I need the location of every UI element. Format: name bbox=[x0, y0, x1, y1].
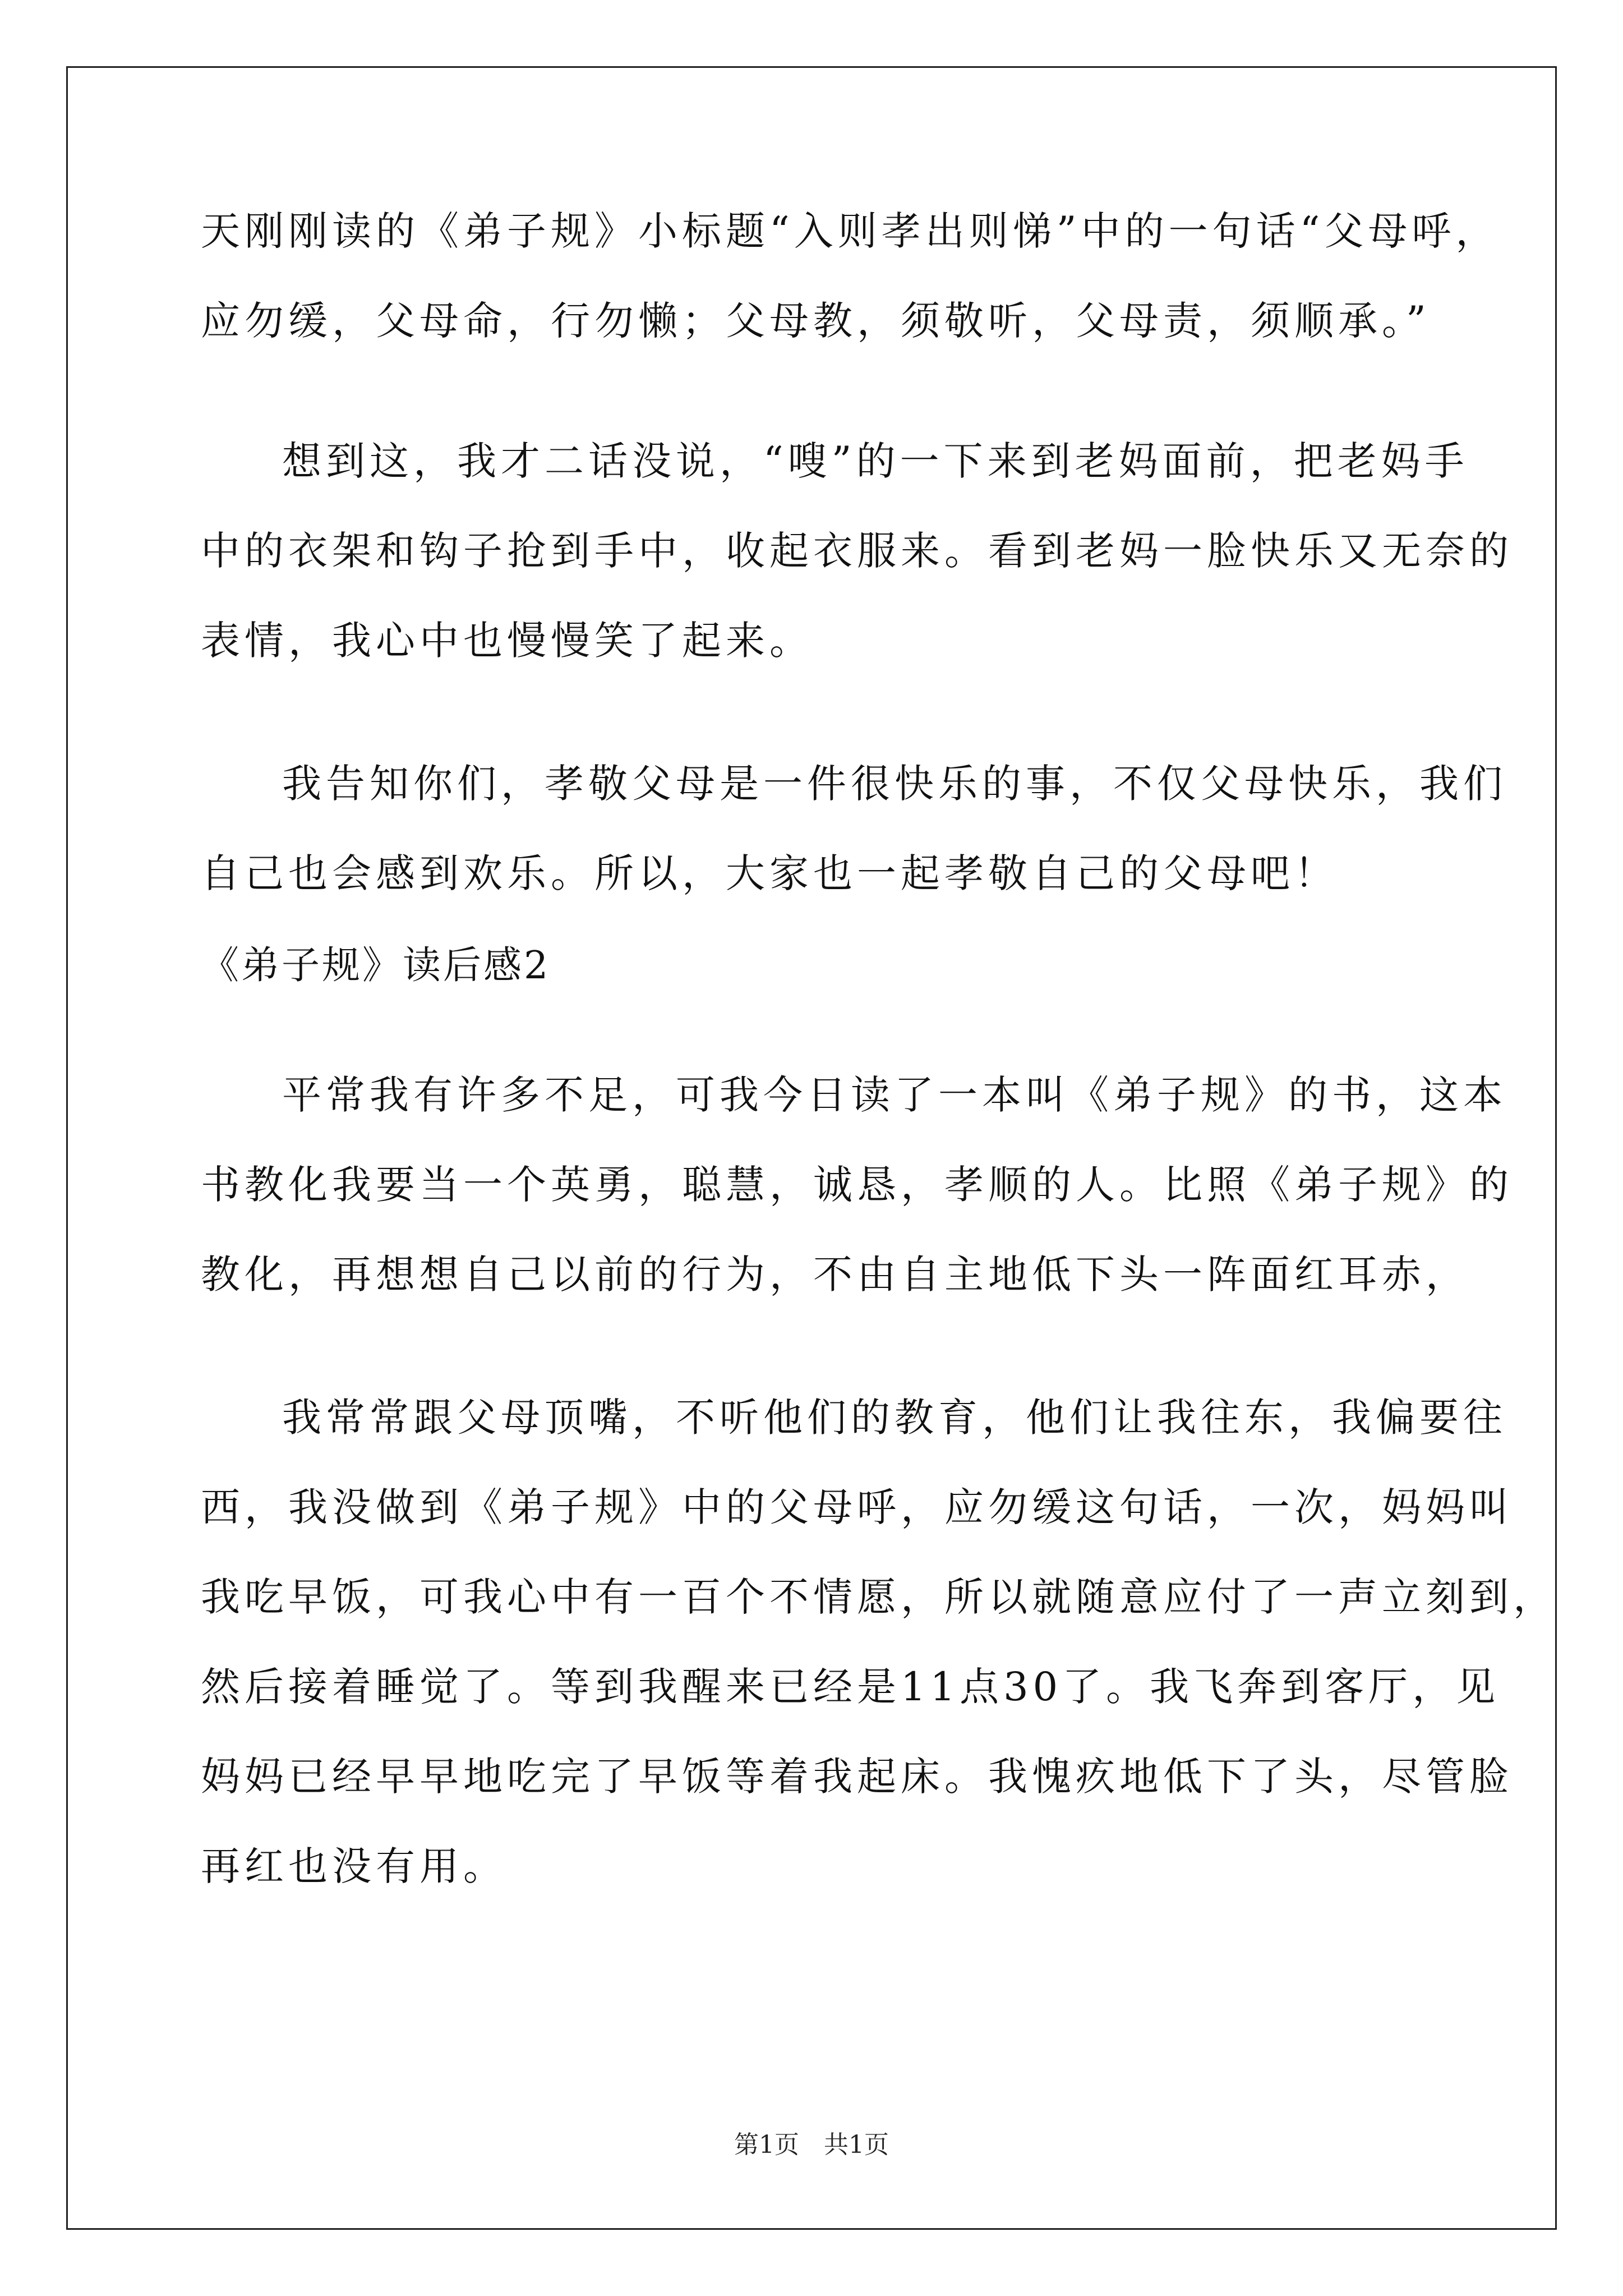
paragraph-line: 中的衣架和钩子抢到手中，收起衣服来。看到老妈一脸快乐又无奈的 bbox=[201, 528, 1513, 574]
paragraph-line: 教化，再想想自己以前的行为，不由自主地低下头一阵面红耳赤， bbox=[201, 1251, 1469, 1297]
paragraph-line: 我常常跟父母顶嘴，不听他们的教育，他们让我往东，我偏要往 bbox=[282, 1395, 1507, 1441]
page-total: 共1页 bbox=[824, 2131, 889, 2159]
section-heading: 《弟子规》读后感2 bbox=[201, 944, 551, 988]
paragraph-line: 表情，我心中也慢慢笑了起来。 bbox=[201, 618, 813, 664]
paragraph-line: 西，我没做到《弟子规》中的父母呼，应勿缓这句话，一次，妈妈叫 bbox=[201, 1484, 1513, 1530]
paragraph-line: 书教化我要当一个英勇，聪慧，诚恳，孝顺的人。比照《弟子规》的 bbox=[201, 1162, 1513, 1208]
paragraph-line: 我吃早饭，可我心中有一百个不情愿，所以就随意应付了一声立刻到， bbox=[201, 1574, 1557, 1620]
paragraph-line: 然后接着睡觉了。等到我醒来已经是11点30了。我飞奔到客厅，见 bbox=[201, 1664, 1500, 1710]
paragraph-line: 自己也会感到欢乐。所以，大家也一起孝敬自己的父母吧！ bbox=[201, 850, 1338, 896]
paragraph-line: 应勿缓，父母命，行勿懒；父母教，须敬听，父母责，须顺承。” bbox=[201, 298, 1431, 344]
page-footer bbox=[0, 2131, 1623, 2160]
paragraph-line: 平常我有许多不足，可我今日读了一本叫《弟子规》的书，这本 bbox=[282, 1072, 1507, 1118]
paragraph-line: 想到这，我才二话没说，“嗖”的一下来到老妈面前，把老妈手 bbox=[282, 438, 1469, 484]
paragraph-line: 再红也没有用。 bbox=[201, 1843, 507, 1889]
paragraph-line: 我告知你们，孝敬父母是一件很快乐的事，不仅父母快乐，我们 bbox=[282, 761, 1507, 807]
paragraph-line: 天刚刚读的《弟子规》小标题“入则孝出则悌”中的一句话“父母呼， bbox=[201, 208, 1500, 254]
page-number: 第1页 bbox=[734, 2131, 799, 2159]
page-border bbox=[66, 66, 1557, 2230]
paragraph-line: 妈妈已经早早地吃完了早饭等着我起床。我愧疚地低下了头，尽管脸 bbox=[201, 1754, 1513, 1800]
